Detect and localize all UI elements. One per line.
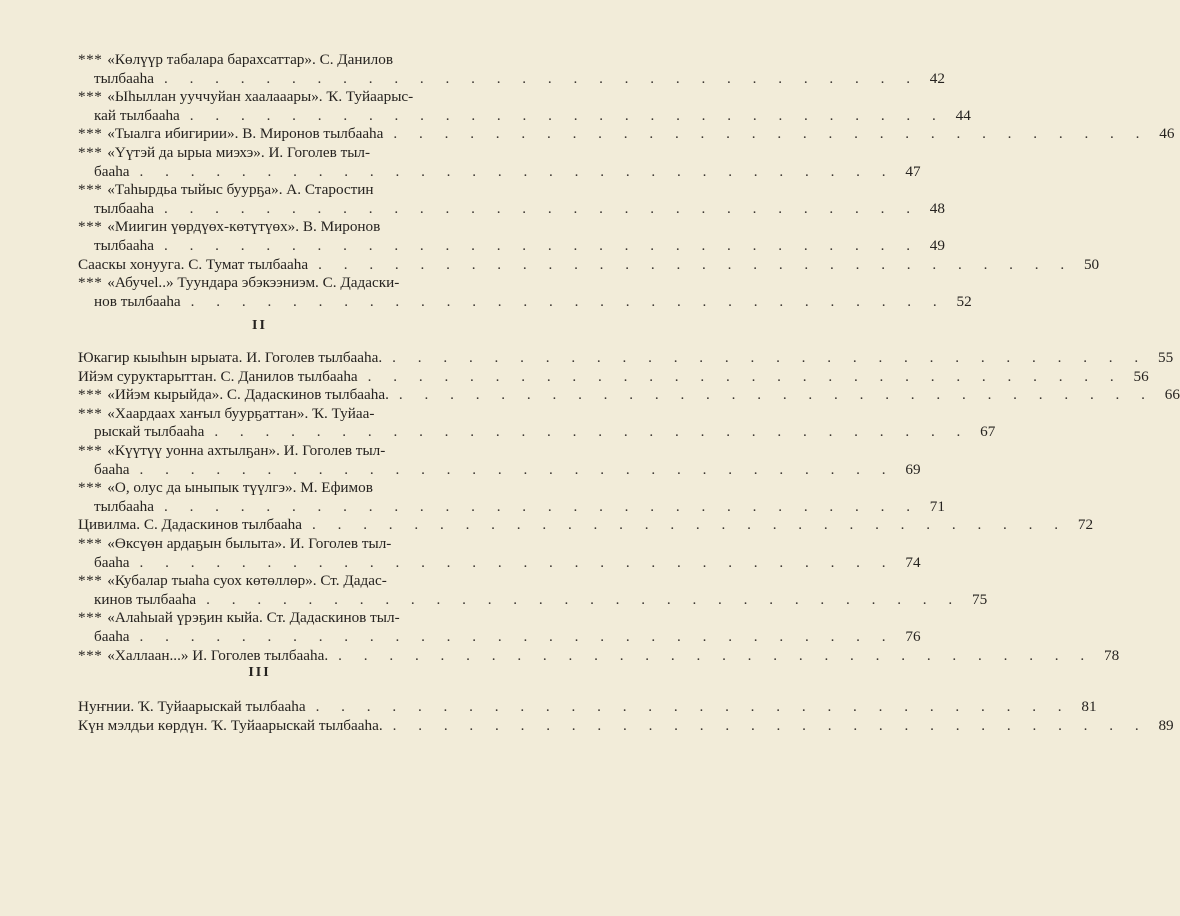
toc-entry bbox=[78, 572, 988, 609]
toc-entry-line bbox=[78, 236, 945, 256]
toc-entry-line bbox=[78, 698, 1097, 717]
page-number: 48 bbox=[929, 199, 945, 217]
toc-entry-line bbox=[78, 572, 493, 591]
entry-title: «Алаһыай үрэҕин кыйа. Ст. Дадаскинов тыл- bbox=[107, 609, 400, 627]
toc-entry-line bbox=[78, 218, 493, 237]
dot-leader: . . . . . . . . . . . . . . . . . . . . . . . . . . . . . . bbox=[139, 460, 895, 478]
dot-leader: . . . . . . . . . . . . . . . . . . . . . . . . . . . . . . bbox=[315, 698, 1071, 715]
dot-leader: . . . . . . . . . . . . . . . . . . . . . . . . . . . . . . bbox=[163, 497, 919, 515]
dot-leader: . . . . . . . . . . . . . . . . . . . . . . . . . . . . . . bbox=[139, 553, 895, 571]
toc-entry bbox=[78, 404, 996, 442]
toc-entry bbox=[78, 125, 1175, 144]
dot-leader: . . . . . . . . . . . . . . . . . . . . . . . . . . . . . . bbox=[139, 627, 895, 645]
dot-leader: . . . . . . . . . . . . . . . . . . . . . . . . . . . . . . bbox=[190, 292, 946, 310]
page-number: 52 bbox=[956, 292, 972, 310]
toc-entry-line bbox=[78, 367, 1149, 387]
page-number: 42 bbox=[929, 69, 945, 87]
toc-section-3 bbox=[78, 698, 1174, 735]
asterisks-marker: *** bbox=[78, 404, 103, 422]
dot-leader: . . . . . . . . . . . . . . . . . . . . . . . . . . . . . . bbox=[163, 69, 919, 87]
asterisks-marker: *** bbox=[78, 441, 103, 459]
entry-title: Юкагир кыыһын ырыата. И. Гоголев тылбааһа. bbox=[78, 349, 383, 366]
entry-title: «Кубалар тыаһа суох көтөллөр». Ст. Дадас- bbox=[107, 572, 387, 590]
entry-title: «Көлүүр табалара барахсаттар». С. Данилов bbox=[107, 51, 394, 68]
toc-entry-line bbox=[78, 125, 1175, 144]
entry-title-continued: тылбааһа bbox=[94, 236, 154, 254]
dot-leader: . . . . . . . . . . . . . . . . . . . . . . . . . . . . . . bbox=[214, 423, 970, 441]
toc-entry bbox=[78, 386, 1180, 405]
toc-entry-line bbox=[78, 516, 1094, 535]
toc-entry-line bbox=[78, 479, 493, 498]
asterisks-marker: *** bbox=[78, 88, 103, 106]
asterisks-marker: *** bbox=[78, 218, 103, 236]
toc-entry bbox=[78, 441, 921, 479]
toc-entry-line bbox=[78, 423, 996, 442]
entry-title: «Миигин үөрдүөх-көтүтүөх». В. Миронов bbox=[107, 218, 381, 236]
asterisks-marker: *** bbox=[78, 274, 103, 292]
toc-entry-line bbox=[78, 386, 1180, 405]
toc-entry bbox=[78, 609, 921, 646]
entry-title: «Хаардаах хаҥыл буурҕаттан». Ҡ. Туйаа- bbox=[107, 404, 375, 422]
dot-leader: . . . . . . . . . . . . . . . . . . . . . . . . . . . . . . bbox=[398, 386, 1154, 404]
entry-title: «Абучеl..» Туундара эбэкээниэм. С. Дадаски- bbox=[107, 274, 400, 292]
dot-leader: . . . . . . . . . . . . . . . . . . . . . . . . . . . . . . bbox=[367, 367, 1123, 385]
toc-entry-line bbox=[78, 553, 921, 573]
toc-entry bbox=[78, 646, 1120, 666]
page-number: 78 bbox=[1104, 646, 1120, 664]
entry-title-continued: бааһа bbox=[94, 162, 130, 180]
dot-leader: . . . . . . . . . . . . . . . . . . . . . . . . . . . . . . bbox=[392, 716, 1148, 734]
page-number: 76 bbox=[905, 627, 921, 645]
page-number: 66 bbox=[1164, 386, 1180, 404]
page-number: 72 bbox=[1077, 516, 1094, 534]
entry-title-continued: бааһа bbox=[94, 553, 130, 571]
toc-section-1 bbox=[78, 51, 1175, 311]
entry-title: «Өксүөн ардаҕын былыта». И. Гоголев тыл- bbox=[107, 534, 392, 552]
asterisks-marker: *** bbox=[78, 51, 103, 68]
toc-entry-line bbox=[78, 349, 1174, 368]
entry-title: «Ыһыллан ууччуйан хаалааары». Ҡ. Туйаарыс- bbox=[107, 88, 414, 106]
toc-entry bbox=[78, 479, 945, 516]
entry-title: Ийэм суруктарыттан. С. Данилов тылбааһа bbox=[78, 367, 358, 385]
page-number: 49 bbox=[929, 236, 945, 254]
toc-entry bbox=[78, 51, 945, 88]
section-numeral: III bbox=[248, 665, 271, 680]
page-number: 75 bbox=[972, 590, 988, 608]
page-number: 47 bbox=[905, 162, 921, 180]
dot-leader: . . . . . . . . . . . . . . . . . . . . . . . . . . . . . . bbox=[338, 646, 1094, 664]
section-numeral: II bbox=[252, 318, 267, 333]
dot-leader: . . . . . . . . . . . . . . . . . . . . . . . . . . . . . . bbox=[393, 125, 1149, 143]
toc-entry bbox=[78, 218, 945, 255]
asterisks-marker: *** bbox=[78, 143, 103, 161]
toc-entry-line bbox=[78, 535, 493, 554]
toc-entry bbox=[78, 181, 945, 218]
asterisks-marker: *** bbox=[78, 534, 103, 552]
toc-entry-line bbox=[78, 69, 945, 89]
entry-title: «Күүтүү уонна ахтылҕан». И. Гоголев тыл- bbox=[107, 441, 386, 459]
toc-entry bbox=[78, 516, 1094, 535]
toc-entry-line bbox=[78, 442, 493, 461]
entry-title: «Тыалга ибигирии». В. Миронов тылбааһа bbox=[107, 125, 384, 143]
entry-title: Сааскы хонуугa. С. Тумат тылбааһа bbox=[78, 255, 309, 273]
toc-entry-line bbox=[78, 144, 493, 163]
toc-entry-line bbox=[78, 646, 1120, 666]
toc-entry bbox=[78, 349, 1174, 368]
dot-leader: . . . . . . . . . . . . . . . . . . . . . . . . . . . . . . bbox=[392, 349, 1148, 366]
entry-title-continued: рыскай тылбааһа bbox=[94, 423, 205, 441]
toc-entry-line bbox=[78, 255, 1100, 275]
entry-title: Күн мэлдьи көрдүн. Ҡ. Туйаарыскай тылбааһа. bbox=[78, 716, 383, 734]
entry-title-continued: бааһа bbox=[94, 627, 130, 645]
entry-title-continued: тылбааһа bbox=[94, 199, 154, 217]
toc-entry-line bbox=[78, 627, 921, 647]
entry-title: «Үүтэй да ырыа миэхэ». И. Гоголев тыл- bbox=[107, 143, 371, 161]
page-number: 69 bbox=[905, 460, 921, 478]
toc-entry-line bbox=[78, 106, 971, 126]
asterisks-marker: *** bbox=[78, 181, 103, 199]
dot-leader: . . . . . . . . . . . . . . . . . . . . . . . . . . . . . . bbox=[318, 255, 1074, 273]
toc-entry-line bbox=[78, 274, 493, 293]
entry-title: «Халлаан...» И. Гоголев тылбааһа. bbox=[107, 646, 329, 664]
toc-entry-line bbox=[78, 292, 972, 312]
page-number: 89 bbox=[1158, 716, 1174, 734]
asterisks-marker: *** bbox=[78, 479, 103, 497]
page-number: 44 bbox=[955, 106, 971, 124]
entry-title-continued: нов тылбааһа bbox=[94, 292, 181, 310]
dot-leader: . . . . . . . . . . . . . . . . . . . . . . . . . . . . . . bbox=[139, 162, 895, 180]
asterisks-marker: *** bbox=[78, 646, 103, 664]
entry-title: «Ийэм кырыйда». С. Дадаскинов тылбааһа. bbox=[107, 386, 389, 404]
toc-entry-line bbox=[78, 609, 493, 628]
asterisks-marker: *** bbox=[78, 125, 103, 143]
asterisks-marker: *** bbox=[78, 609, 103, 627]
toc-entry bbox=[78, 367, 1149, 387]
entry-title-continued: кинов тылбааһа bbox=[94, 590, 197, 608]
toc-entry-line bbox=[78, 716, 1174, 736]
toc-entry-line bbox=[78, 497, 945, 517]
page-number: 81 bbox=[1081, 698, 1097, 715]
entry-title: Нуҥнии. Ҡ. Туйаарыскай тылбааһа bbox=[78, 698, 306, 715]
entry-title-continued: кай тылбааһа bbox=[94, 106, 180, 124]
page-number: 56 bbox=[1133, 367, 1149, 385]
entry-title: Цивилма. С. Дадаскинов тылбааһа bbox=[78, 516, 303, 534]
entry-title: «Таһырдьа тыйыс буурҕа». А. Старостин bbox=[107, 181, 374, 199]
toc-section-2 bbox=[78, 349, 1180, 665]
page-number: 74 bbox=[905, 553, 921, 571]
dot-leader: . . . . . . . . . . . . . . . . . . . . . . . . . . . . . . bbox=[163, 199, 919, 217]
toc-entry bbox=[78, 698, 1097, 717]
page-number: 55 bbox=[1157, 349, 1174, 366]
toc-entry bbox=[78, 143, 921, 181]
toc-entry bbox=[78, 534, 921, 572]
toc-entry-line bbox=[78, 460, 921, 480]
page-number: 67 bbox=[980, 423, 996, 441]
dot-leader: . . . . . . . . . . . . . . . . . . . . . . . . . . . . . . bbox=[312, 516, 1068, 534]
page-number: 46 bbox=[1159, 125, 1175, 143]
page-number: 50 bbox=[1083, 255, 1100, 273]
entry-title: «О, олус да ыныпык түүлгэ». М. Ефимов bbox=[107, 479, 373, 497]
toc-entry-line bbox=[78, 162, 921, 182]
page-number: 71 bbox=[929, 497, 945, 515]
entry-title-continued: бааһа bbox=[94, 460, 130, 478]
toc-entry-line bbox=[78, 51, 493, 70]
dot-leader: . . . . . . . . . . . . . . . . . . . . . . . . . . . . . . bbox=[163, 236, 919, 254]
toc-entry-line bbox=[78, 405, 493, 424]
entry-title-continued: тылбааһа bbox=[94, 69, 154, 87]
entry-title-continued: тылбааһа bbox=[94, 497, 154, 515]
toc-entry bbox=[78, 716, 1174, 736]
toc-entry-line bbox=[78, 88, 493, 107]
toc-entry bbox=[78, 88, 971, 125]
toc-entry bbox=[78, 255, 1100, 275]
toc-entry-line bbox=[78, 181, 493, 200]
asterisks-marker: *** bbox=[78, 572, 103, 590]
dot-leader: . . . . . . . . . . . . . . . . . . . . . . . . . . . . . . bbox=[189, 106, 945, 124]
toc-entry-line bbox=[78, 590, 988, 610]
dot-leader: . . . . . . . . . . . . . . . . . . . . . . . . . . . . . . bbox=[206, 590, 962, 608]
toc-entry-line bbox=[78, 199, 945, 219]
asterisks-marker: *** bbox=[78, 386, 103, 404]
toc-entry bbox=[78, 274, 972, 311]
